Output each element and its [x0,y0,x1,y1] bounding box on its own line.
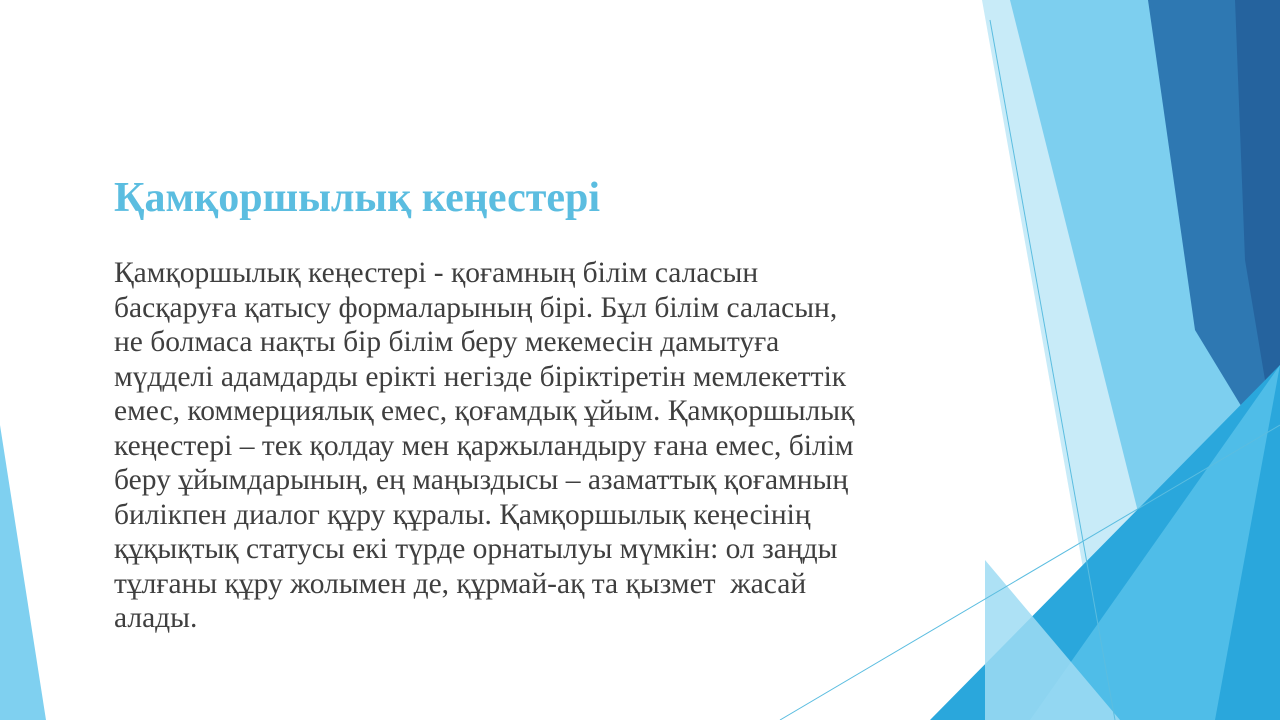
slide-body [114,256,1054,636]
body-line: алады. [114,602,198,634]
left-edge-triangle [0,425,46,720]
body-line: кеңестері – тек қолдау мен қаржыландыру ғана емес, білім [114,429,854,462]
body-line: құқықтық статусы екі түрде орнатылуы мүмкін: ол заңды [114,533,838,565]
body-line: билікпен диалог құру құралы. Қамқоршылық кеңесінің [114,498,811,531]
slide-title: Қамқоршылық кеңестері [114,175,601,221]
body-line: не болмаса нақты бір білім беру мекемесін дамытуға [114,326,780,358]
body-line: Қамқоршылық кеңестері - қоғамның білім саласын [114,257,759,289]
body-line: тұлғаны құру жолымен де, құрмай-ақ та қызмет жасай [114,567,807,600]
body-line: басқаруға қатысу формаларының бірі. Бұл білім саласын, [114,291,838,324]
body-line: беру ұйымдарының, ең маңыздысы – азаматтық қоғамның [114,464,849,496]
body-line: мүдделі адамдарды ерікті негізде біріктіретін мемлекеттік [114,360,847,393]
body-line: емес, коммерциялық емес, қоғамдық ұйым. Қамқоршылық [114,395,855,427]
